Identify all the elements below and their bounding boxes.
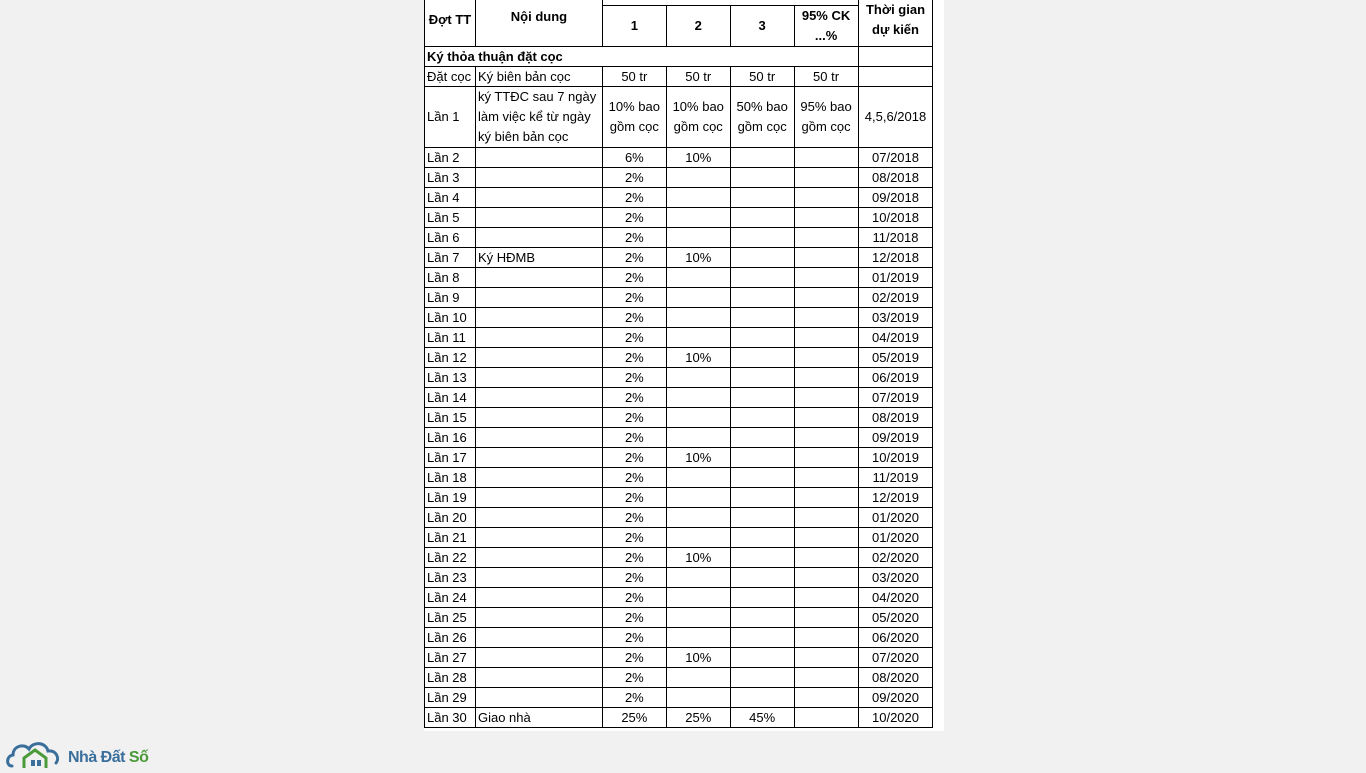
option-2-cell[interactable] — [666, 527, 730, 547]
row-label-cell[interactable]: Lần 23 — [425, 567, 476, 587]
time-cell[interactable]: 07/2019 — [858, 387, 933, 407]
option-1-cell[interactable]: 2% — [602, 167, 666, 187]
option-1-cell[interactable]: 2% — [602, 467, 666, 487]
row-label-cell[interactable]: Lần 19 — [425, 487, 476, 507]
option-2-cell[interactable] — [666, 167, 730, 187]
empty-cell[interactable] — [933, 227, 944, 247]
option-1-cell[interactable]: 2% — [602, 687, 666, 707]
content-cell[interactable] — [475, 527, 602, 547]
table-row — [425, 687, 945, 707]
empty-cell[interactable] — [933, 46, 944, 66]
option-1-cell[interactable]: 2% — [602, 627, 666, 647]
option-2-cell[interactable] — [666, 627, 730, 647]
row-label-cell[interactable]: Lần 15 — [425, 407, 476, 427]
row-label-cell[interactable]: Lần 2 — [425, 147, 476, 167]
option-4-cell[interactable] — [794, 227, 858, 247]
row-label-cell[interactable]: Lần 11 — [425, 327, 476, 347]
option-4-cell[interactable] — [794, 347, 858, 367]
option-2-cell[interactable] — [666, 307, 730, 327]
row-label-cell[interactable]: Lần 6 — [425, 227, 476, 247]
option-2-cell[interactable] — [666, 227, 730, 247]
row-label-cell[interactable]: Lần 18 — [425, 467, 476, 487]
content-cell[interactable] — [475, 207, 602, 227]
time-cell[interactable]: 10/2018 — [858, 207, 933, 227]
row-label-cell[interactable]: Lần 30 — [425, 707, 476, 727]
option-4-cell[interactable] — [794, 527, 858, 547]
option-1-cell[interactable]: 2% — [602, 347, 666, 367]
empty-cell[interactable] — [933, 607, 944, 627]
option-2-cell[interactable]: 10% — [666, 147, 730, 167]
content-cell[interactable]: Ký HĐMB — [475, 247, 602, 267]
option-2-cell[interactable] — [666, 667, 730, 687]
time-cell[interactable]: 04/2019 — [858, 327, 933, 347]
empty-cell[interactable] — [933, 307, 944, 327]
row-label-cell[interactable]: Lần 12 — [425, 347, 476, 367]
empty-cell[interactable] — [933, 147, 944, 167]
row-label-cell[interactable]: Lần 10 — [425, 307, 476, 327]
option-3-cell[interactable] — [730, 647, 794, 667]
option-4-cell[interactable] — [794, 147, 858, 167]
option-4-cell[interactable] — [794, 507, 858, 527]
option-4-cell[interactable] — [794, 707, 858, 727]
logo-text-accent: Số — [128, 749, 149, 766]
table-row — [425, 147, 945, 167]
option-3-cell[interactable] — [730, 627, 794, 647]
header-option-1[interactable]: 1 — [602, 5, 666, 46]
option-3-cell[interactable] — [730, 267, 794, 287]
option-3-cell[interactable] — [730, 407, 794, 427]
option-3-cell[interactable] — [730, 367, 794, 387]
option-2-cell[interactable] — [666, 507, 730, 527]
empty-cell[interactable] — [933, 187, 944, 207]
option-4-cell[interactable] — [794, 687, 858, 707]
row-label-cell[interactable]: Lần 28 — [425, 667, 476, 687]
content-cell[interactable] — [475, 667, 602, 687]
empty-cell[interactable] — [933, 86, 944, 147]
table-row — [425, 427, 945, 447]
row-label-cell[interactable]: Lần 4 — [425, 187, 476, 207]
option-1-cell[interactable]: 2% — [602, 247, 666, 267]
option-4-cell[interactable] — [794, 587, 858, 607]
option-1-cell[interactable]: 2% — [602, 587, 666, 607]
logo-text-main: Nhà Đất — [68, 749, 129, 766]
option-2-cell[interactable] — [666, 587, 730, 607]
table-row — [425, 587, 945, 607]
option-4-cell[interactable] — [794, 567, 858, 587]
option-4-cell[interactable] — [794, 427, 858, 447]
time-cell[interactable]: 08/2020 — [858, 667, 933, 687]
time-cell[interactable]: 02/2019 — [858, 287, 933, 307]
time-cell[interactable]: 07/2020 — [858, 647, 933, 667]
option-1-cell[interactable]: 2% — [602, 647, 666, 667]
option-3-cell[interactable] — [730, 187, 794, 207]
content-cell[interactable] — [475, 187, 602, 207]
option-1-cell[interactable]: 2% — [602, 227, 666, 247]
time-cell[interactable]: 11/2018 — [858, 227, 933, 247]
option-2-cell[interactable] — [666, 487, 730, 507]
option-2-cell[interactable] — [666, 267, 730, 287]
content-cell[interactable] — [475, 467, 602, 487]
row-label-cell[interactable]: Lần 7 — [425, 247, 476, 267]
table-row — [425, 86, 945, 147]
option-3-cell[interactable] — [730, 307, 794, 327]
table-row — [425, 167, 945, 187]
time-cell[interactable]: 02/2020 — [858, 547, 933, 567]
table-row — [425, 347, 945, 367]
option-3-cell[interactable] — [730, 687, 794, 707]
option-1-cell[interactable]: 2% — [602, 287, 666, 307]
table-row — [425, 367, 945, 387]
option-4-cell[interactable] — [794, 287, 858, 307]
time-cell[interactable]: 12/2018 — [858, 247, 933, 267]
option-1-cell[interactable]: 10% bao gồm cọc — [602, 86, 666, 147]
option-4-cell[interactable] — [794, 367, 858, 387]
option-2-cell[interactable] — [666, 687, 730, 707]
empty-cell[interactable] — [933, 647, 944, 667]
option-4-cell[interactable] — [794, 167, 858, 187]
option-1-cell[interactable]: 6% — [602, 147, 666, 167]
option-1-cell[interactable]: 2% — [602, 447, 666, 467]
empty-cell[interactable] — [933, 687, 944, 707]
empty-cell[interactable] — [933, 66, 944, 86]
option-1-cell[interactable]: 2% — [602, 367, 666, 387]
option-2-cell[interactable]: 25% — [666, 707, 730, 727]
time-cell[interactable]: 03/2020 — [858, 567, 933, 587]
option-3-cell[interactable] — [730, 247, 794, 267]
time-cell[interactable]: 09/2020 — [858, 687, 933, 707]
row-label-cell[interactable]: Lần 22 — [425, 547, 476, 567]
content-cell[interactable] — [475, 427, 602, 447]
time-cell[interactable]: 11/2019 — [858, 467, 933, 487]
option-3-cell[interactable] — [730, 527, 794, 547]
option-4-cell[interactable] — [794, 307, 858, 327]
option-3-cell[interactable] — [730, 547, 794, 567]
option-3-cell[interactable] — [730, 507, 794, 527]
option-3-cell[interactable] — [730, 447, 794, 467]
option-2-cell[interactable] — [666, 187, 730, 207]
option-4-cell[interactable] — [794, 547, 858, 567]
option-1-cell[interactable]: 50 tr — [602, 66, 666, 86]
option-4-cell[interactable] — [794, 207, 858, 227]
time-cell[interactable]: 01/2020 — [858, 507, 933, 527]
row-label-cell[interactable]: Lần 1 — [425, 86, 476, 147]
option-2-cell[interactable] — [666, 207, 730, 227]
row-label-cell[interactable]: Lần 5 — [425, 207, 476, 227]
time-cell[interactable]: 12/2019 — [858, 487, 933, 507]
table-row — [425, 267, 945, 287]
option-3-cell[interactable] — [730, 567, 794, 587]
section-row — [425, 46, 945, 66]
row-label-cell[interactable]: Lần 25 — [425, 607, 476, 627]
row-label-cell[interactable]: Lần 9 — [425, 287, 476, 307]
table-row — [425, 66, 945, 86]
table-row — [425, 567, 945, 587]
option-3-cell[interactable]: 45% — [730, 707, 794, 727]
row-label-cell[interactable]: Lần 27 — [425, 647, 476, 667]
option-4-cell[interactable] — [794, 607, 858, 627]
option-3-cell[interactable] — [730, 207, 794, 227]
option-1-cell[interactable]: 2% — [602, 267, 666, 287]
table-row — [425, 327, 945, 347]
content-cell[interactable] — [475, 167, 602, 187]
empty-cell[interactable] — [933, 407, 944, 427]
empty-cell[interactable] — [933, 707, 944, 727]
content-cell[interactable] — [475, 587, 602, 607]
content-cell[interactable] — [475, 267, 602, 287]
time-cell[interactable]: 09/2018 — [858, 187, 933, 207]
option-4-cell[interactable] — [794, 247, 858, 267]
option-2-cell[interactable] — [666, 467, 730, 487]
empty-cell[interactable] — [933, 567, 944, 587]
table-row — [425, 407, 945, 427]
content-cell[interactable] — [475, 607, 602, 627]
option-2-cell[interactable]: 10% — [666, 347, 730, 367]
time-cell[interactable]: 05/2019 — [858, 347, 933, 367]
time-cell[interactable]: 04/2020 — [858, 587, 933, 607]
option-3-cell[interactable] — [730, 327, 794, 347]
option-3-cell[interactable] — [730, 287, 794, 307]
empty-cell[interactable] — [933, 267, 944, 287]
row-label-cell[interactable]: Lần 17 — [425, 447, 476, 467]
option-1-cell[interactable]: 2% — [602, 307, 666, 327]
time-cell[interactable]: 08/2018 — [858, 167, 933, 187]
table-row — [425, 647, 945, 667]
content-cell[interactable] — [475, 647, 602, 667]
option-4-cell[interactable]: 50 tr — [794, 66, 858, 86]
empty-cell[interactable] — [933, 627, 944, 647]
time-cell[interactable]: 07/2018 — [858, 147, 933, 167]
empty-cell[interactable] — [933, 527, 944, 547]
header-time[interactable]: Thời gian dự kiến — [858, 0, 933, 46]
table-row — [425, 387, 945, 407]
option-1-cell[interactable]: 2% — [602, 487, 666, 507]
row-label-cell[interactable]: Lần 3 — [425, 167, 476, 187]
option-4-cell[interactable] — [794, 627, 858, 647]
option-4-cell[interactable] — [794, 487, 858, 507]
empty-cell[interactable] — [933, 587, 944, 607]
option-2-cell[interactable] — [666, 327, 730, 347]
empty-cell[interactable] — [933, 367, 944, 387]
option-2-cell[interactable] — [666, 367, 730, 387]
time-cell[interactable]: 01/2019 — [858, 267, 933, 287]
option-1-cell[interactable]: 25% — [602, 707, 666, 727]
table-row — [425, 487, 945, 507]
option-1-cell[interactable]: 2% — [602, 547, 666, 567]
option-3-cell[interactable] — [730, 147, 794, 167]
time-cell[interactable]: 09/2019 — [858, 427, 933, 447]
table-row — [425, 307, 945, 327]
content-cell[interactable] — [475, 227, 602, 247]
content-cell[interactable] — [475, 347, 602, 367]
option-3-cell[interactable] — [730, 667, 794, 687]
option-4-cell[interactable] — [794, 407, 858, 427]
empty-cell[interactable] — [933, 667, 944, 687]
row-label-cell[interactable]: Đặt cọc — [425, 66, 476, 86]
section-title[interactable]: Ký thỏa thuận đặt cọc — [425, 46, 859, 66]
content-cell[interactable]: Ký biên bản cọc — [475, 66, 602, 86]
time-cell[interactable]: 10/2020 — [858, 707, 933, 727]
content-cell[interactable] — [475, 407, 602, 427]
empty-cell[interactable] — [933, 347, 944, 367]
content-cell[interactable]: Giao nhà — [475, 707, 602, 727]
row-label-cell[interactable]: Lần 21 — [425, 527, 476, 547]
option-2-cell[interactable] — [666, 567, 730, 587]
option-3-cell[interactable] — [730, 427, 794, 447]
option-4-cell[interactable] — [794, 467, 858, 487]
option-2-cell[interactable]: 50 tr — [666, 66, 730, 86]
payment-schedule-table — [424, 0, 944, 728]
option-1-cell[interactable]: 2% — [602, 327, 666, 347]
content-cell[interactable] — [475, 687, 602, 707]
option-3-cell[interactable] — [730, 467, 794, 487]
option-4-cell[interactable] — [794, 667, 858, 687]
option-3-cell[interactable] — [730, 347, 794, 367]
content-cell[interactable] — [475, 287, 602, 307]
option-1-cell[interactable]: 2% — [602, 607, 666, 627]
table-row — [425, 547, 945, 567]
content-cell[interactable] — [475, 387, 602, 407]
empty-cell[interactable] — [933, 547, 944, 567]
content-cell[interactable] — [475, 627, 602, 647]
option-1-cell[interactable]: 2% — [602, 207, 666, 227]
option-3-cell[interactable] — [730, 607, 794, 627]
option-2-cell[interactable]: 10% — [666, 247, 730, 267]
option-2-cell[interactable] — [666, 427, 730, 447]
empty-cell[interactable] — [933, 487, 944, 507]
empty-cell[interactable] — [933, 0, 944, 46]
time-cell[interactable]: 4,5,6/2018 — [858, 86, 933, 147]
empty-cell[interactable] — [858, 46, 933, 66]
option-4-cell[interactable] — [794, 187, 858, 207]
spreadsheet — [424, 0, 944, 731]
empty-cell[interactable] — [933, 287, 944, 307]
option-4-cell[interactable]: 95% bao gồm cọc — [794, 86, 858, 147]
row-label-cell[interactable]: Lần 13 — [425, 367, 476, 387]
time-cell[interactable]: 03/2019 — [858, 307, 933, 327]
option-1-cell[interactable]: 2% — [602, 507, 666, 527]
table-row — [425, 207, 945, 227]
option-1-cell[interactable]: 2% — [602, 387, 666, 407]
content-cell[interactable] — [475, 147, 602, 167]
header-noidung[interactable]: Nội dung — [475, 0, 602, 46]
option-3-cell[interactable] — [730, 587, 794, 607]
option-3-cell[interactable] — [730, 387, 794, 407]
time-cell[interactable]: 08/2019 — [858, 407, 933, 427]
option-2-cell[interactable]: 10% — [666, 447, 730, 467]
table-row — [425, 247, 945, 267]
option-1-cell[interactable]: 2% — [602, 427, 666, 447]
content-cell[interactable] — [475, 547, 602, 567]
option-2-cell[interactable] — [666, 387, 730, 407]
table-row — [425, 707, 945, 727]
option-3-cell[interactable] — [730, 167, 794, 187]
header-dot[interactable]: Đợt TT — [425, 0, 476, 46]
time-cell[interactable]: 06/2020 — [858, 627, 933, 647]
option-2-cell[interactable]: 10% bao gồm cọc — [666, 86, 730, 147]
empty-cell[interactable] — [933, 167, 944, 187]
empty-cell[interactable] — [933, 467, 944, 487]
content-cell[interactable] — [475, 307, 602, 327]
table-row — [425, 467, 945, 487]
table-row — [425, 527, 945, 547]
empty-cell[interactable] — [933, 427, 944, 447]
time-cell[interactable]: 05/2020 — [858, 607, 933, 627]
table-row — [425, 287, 945, 307]
time-cell[interactable] — [858, 66, 933, 86]
option-1-cell[interactable]: 2% — [602, 527, 666, 547]
empty-cell[interactable] — [933, 507, 944, 527]
table-row — [425, 667, 945, 687]
option-4-cell[interactable] — [794, 327, 858, 347]
time-cell[interactable]: 10/2019 — [858, 447, 933, 467]
table-row — [425, 607, 945, 627]
row-label-cell[interactable]: Lần 16 — [425, 427, 476, 447]
content-cell[interactable]: ký TTĐC sau 7 ngày làm việc kể từ ngày ký biên bản cọc — [475, 86, 602, 147]
content-cell[interactable] — [475, 567, 602, 587]
option-2-cell[interactable] — [666, 287, 730, 307]
empty-cell[interactable] — [933, 327, 944, 347]
empty-cell[interactable] — [933, 207, 944, 227]
option-4-cell[interactable] — [794, 447, 858, 467]
time-cell[interactable]: 06/2019 — [858, 367, 933, 387]
logo-text — [68, 749, 148, 767]
empty-cell[interactable] — [933, 447, 944, 467]
option-2-cell[interactable]: 10% — [666, 547, 730, 567]
header-option-2[interactable]: 2 — [666, 5, 730, 46]
content-cell[interactable] — [475, 327, 602, 347]
row-label-cell[interactable]: Lần 24 — [425, 587, 476, 607]
empty-cell[interactable] — [933, 387, 944, 407]
option-1-cell[interactable]: 2% — [602, 407, 666, 427]
option-2-cell[interactable]: 10% — [666, 647, 730, 667]
row-label-cell[interactable]: Lần 8 — [425, 267, 476, 287]
option-3-cell[interactable]: 50 tr — [730, 66, 794, 86]
house-cloud-icon — [6, 732, 70, 768]
table-row — [425, 187, 945, 207]
option-4-cell[interactable] — [794, 387, 858, 407]
content-cell[interactable] — [475, 507, 602, 527]
option-1-cell[interactable]: 2% — [602, 567, 666, 587]
table-row — [425, 227, 945, 247]
option-1-cell[interactable]: 2% — [602, 187, 666, 207]
table-row — [425, 627, 945, 647]
row-label-cell[interactable]: Lần 26 — [425, 627, 476, 647]
row-label-cell[interactable]: Lần 29 — [425, 687, 476, 707]
row-label-cell[interactable]: Lần 14 — [425, 387, 476, 407]
empty-cell[interactable] — [933, 247, 944, 267]
row-label-cell[interactable]: Lần 20 — [425, 507, 476, 527]
option-4-cell[interactable] — [794, 267, 858, 287]
header-option-3[interactable]: 3 — [730, 5, 794, 46]
table-row — [425, 447, 945, 467]
table-row — [425, 507, 945, 527]
option-1-cell[interactable]: 2% — [602, 667, 666, 687]
option-2-cell[interactable] — [666, 407, 730, 427]
content-cell[interactable] — [475, 367, 602, 387]
option-3-cell[interactable]: 50% bao gồm cọc — [730, 86, 794, 147]
time-cell[interactable]: 01/2020 — [858, 527, 933, 547]
option-4-cell[interactable] — [794, 647, 858, 667]
header-option-4[interactable]: 95% CK ...% — [794, 5, 858, 46]
option-3-cell[interactable] — [730, 487, 794, 507]
option-3-cell[interactable] — [730, 227, 794, 247]
option-2-cell[interactable] — [666, 607, 730, 627]
content-cell[interactable] — [475, 487, 602, 507]
content-cell[interactable] — [475, 447, 602, 467]
